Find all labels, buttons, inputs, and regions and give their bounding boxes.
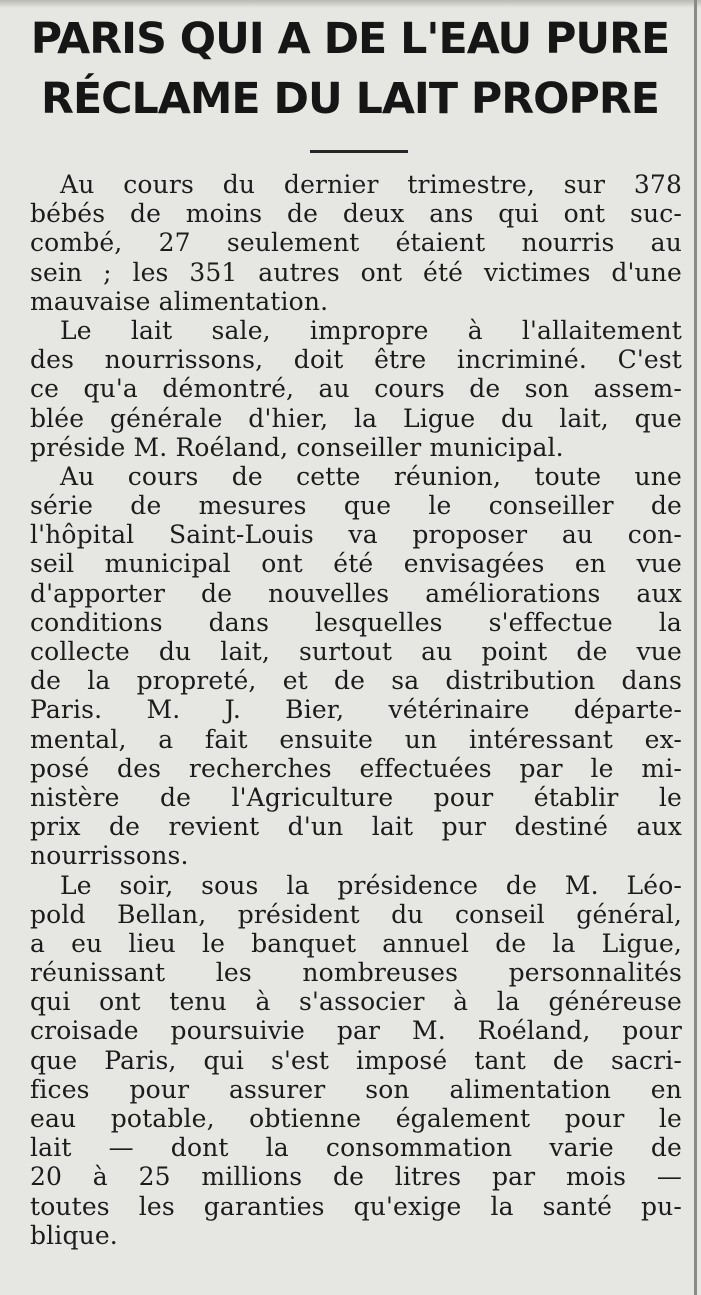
article-line: Au cours du dernier trimestre, sur 378 [60,170,682,199]
article-line: d'apporter de nouvelles améliorations aux [30,578,682,608]
article-line: bébés de moins de deux ans qui ont suc- [30,199,682,229]
article-line: croisade poursuivie par M. Roéland, pour [30,1016,682,1046]
article-line: eau potable, obtienne également pour le [30,1104,682,1133]
article-line: l'hôpital Saint-Louis va proposer au con- [30,520,682,550]
article-line: prix de revient d'un lait pur destiné aux [30,812,682,842]
article-line: a eu lieu le banquet annuel de la Ligue, [30,928,682,958]
torn-top-edge [0,0,701,8]
article-line: mental, a fait ensuite un intéressant ex- [30,724,682,754]
article-body [30,170,682,1250]
article-line: lait — dont la consommation varie de [30,1133,682,1163]
headline-line-2: RÉCLAME DU LAIT PROPRE [41,74,659,124]
article-line: Le soir, sous la présidence de M. Léo- [60,870,682,900]
article-line: blique. [30,1220,118,1250]
article-line: que Paris, qui s'est imposé tant de sacri- [30,1045,682,1075]
article-line: fices pour assurer son alimentation en [30,1074,682,1104]
article-line: Paris. M. J. Bier, vétérinaire départe- [30,695,682,725]
article-line: pold Bellan, président du conseil général, [30,899,682,929]
headline-line-1: PARIS QUI A DE L'EAU PURE [30,14,670,64]
article-line: blée générale d'hier, la Ligue du lait, que [30,403,682,433]
article-line: seil municipal ont été envisagées en vue [30,549,682,579]
article-line: posé des recherches effectuées par le mi- [30,753,682,783]
article-line: 20 à 25 millions de litres par mois — [30,1162,682,1192]
article-line: Au cours de cette réunion, toute une [60,461,682,491]
article-line: réunissant les nombreuses personnalités [30,958,682,988]
article-line: préside M. Roéland, conseiller municipal. [30,432,564,462]
article-line: ce qu'a démontré, au cours de son assem- [30,374,682,404]
article-line: toutes les garanties qu'exige la santé pu- [30,1191,682,1221]
article-line: mauvaise alimentation. [30,286,329,316]
article-line: qui ont tenu à s'associer à la généreuse [30,987,682,1017]
article-line: conditions dans lesquelles s'effectue la [30,607,682,637]
headline-rule [310,150,408,153]
article-line: série de mesures que le conseiller de [30,491,682,521]
article-line: nistère de l'Agriculture pour établir le [30,782,682,812]
article-line: sein ; les 351 autres ont été victimes d'une [30,257,682,287]
column-edge [694,0,697,1295]
article-line: de la propreté, et de sa distribution dans [30,666,682,696]
article-line: combé, 27 seulement étaient nourris au [30,228,682,258]
article-line: Le lait sale, impropre à l'allaitement [60,315,682,345]
article-line: collecte du lait, surtout au point de vue [30,637,682,666]
article-line: des nourrissons, doit être incriminé. C'est [30,345,682,375]
article-line: nourrissons. [30,841,189,871]
